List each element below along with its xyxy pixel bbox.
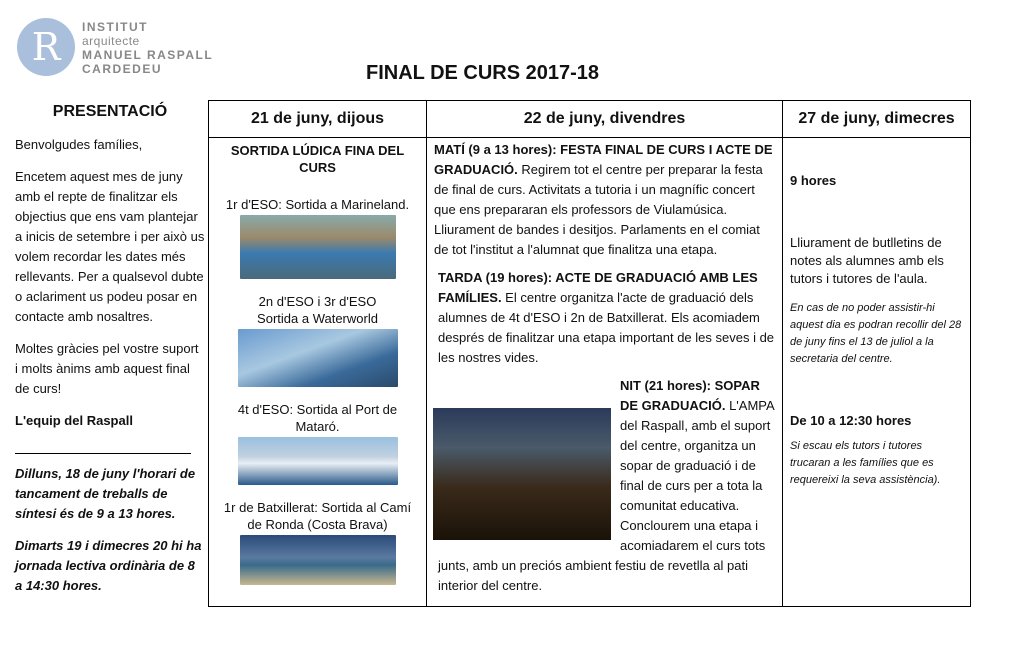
header-21-june: 21 de juny, dijous: [209, 101, 427, 138]
outing-item: 1r d'ESO: Sortida a Marineland.: [225, 197, 410, 212]
port-mataro-photo: [238, 437, 398, 485]
cami-de-ronda-photo: [240, 535, 396, 585]
presentation-column: [15, 102, 205, 608]
cell-21-june: [209, 138, 427, 607]
mati-text: Regirem tot el centre per preparar la festa de final de curs. Activitats a tutoria i un magnífic concert que ens prepararan els professors de Viulamúsica. Lliurament de bandes i desitjos. Parlaments en el comiat de tot l'institut a l'alumnat que finalitza una etapa.: [434, 162, 763, 257]
nit-text: L'AMPA del Raspall, amb el suport del centre, organitza un sopar de graduació i de final de curs per a tota la comunitat educativa. Conclourem una etapa i acomiadarem el curs tots junts, amb un preciós ambient festiu de revetlla al pati interior del centre.: [438, 398, 774, 593]
outing-item: 4t d'ESO: Sortida al Port de Mataró.: [237, 402, 398, 434]
school-name: [82, 20, 213, 76]
logo-line: CARDEDEU: [82, 62, 163, 76]
header-22-june: 22 de juny, divendres: [427, 101, 783, 138]
cell-27-june: [783, 138, 971, 607]
mati-title: MATÍ (9 a 13 hores): FESTA FINAL DE CURS I ACTE DE GRADUACIÓ.: [434, 142, 773, 177]
logo-line: arquitecte: [82, 34, 140, 48]
graduation-dinner-photo: [433, 408, 611, 540]
outing-item: 1r de Batxillerat: Sortida al Camí de Ronda (Costa Brava): [223, 500, 412, 532]
note-tuesday: Dimarts 19 i dimecres 20 hi ha jornada lectiva ordinària de 8 a 14:30 hores.: [15, 538, 202, 593]
collection-note: En cas de no poder assistir-hi aquest dia es podran recollir del 28 de juny fins el 13 de juliol a la secretaria del centre.: [790, 302, 962, 365]
nit-title: NIT (21 hores): SOPAR DE GRADUACIÓ.: [620, 378, 760, 413]
intro-paragraph: Encetem aquest mes de juny amb el repte de finalitzar els objectius que ens vam plantejar a inicis de setembre i per això us volem recordar les dates més rellevants. Per a qualsevol dubte o aclariment us podeu posar en contacte amb nosaltres.: [15, 169, 205, 324]
report-delivery-text: Lliurament de butlletins de notes als alumnes amb els tutors i tutores de l'aula.: [790, 235, 944, 286]
outing-heading: SORTIDA LÚDICA FINA DEL CURS: [230, 143, 405, 175]
page-title: FINAL DE CURS 2017-18: [366, 62, 600, 84]
tarda-section: [434, 268, 775, 368]
signature: L'equip del Raspall: [15, 413, 133, 428]
logo-line: INSTITUT: [82, 20, 148, 34]
tarda-text: El centre organitza l'acte de graduació dels alumnes de 4t d'ESO i 2n de Batxillerat. Els acomiadem després de finalitzar una etapa important de les seves i de les nostres vides.: [438, 290, 775, 365]
marineland-photo: [240, 215, 396, 279]
note-monday: Dilluns, 18 de juny l'horari de tancament de treballs de síntesi és de 9 a 13 hores.: [15, 466, 196, 521]
mati-section: [434, 140, 775, 260]
tutors-note: Si escau els tutors i tutores trucaran a les famílies que es requereixi la seva assistència).: [790, 440, 941, 486]
presentation-heading: PRESENTACIÓ: [52, 103, 168, 120]
outing-item: 2n d'ESO i 3r d'ESO Sortida a Waterworld: [257, 294, 378, 326]
header-27-june: 27 de juny, dimecres: [783, 101, 971, 138]
greeting: Benvolgudes famílies,: [15, 137, 143, 152]
tarda-title: TARDA (19 hores): ACTE DE GRADUACIÓ AMB LES FAMÍLIES.: [438, 270, 758, 305]
time-10h: De 10 a 12:30 hores: [790, 413, 912, 428]
time-9h: 9 hores: [790, 173, 837, 188]
waterworld-photo: [238, 329, 398, 387]
thanks-paragraph: Moltes gràcies pel vostre suport i molts ànims amb aquest final de curs!: [15, 341, 199, 396]
school-logo: R: [17, 18, 75, 76]
divider: [15, 453, 191, 454]
logo-line: MANUEL RASPALL: [82, 48, 214, 62]
